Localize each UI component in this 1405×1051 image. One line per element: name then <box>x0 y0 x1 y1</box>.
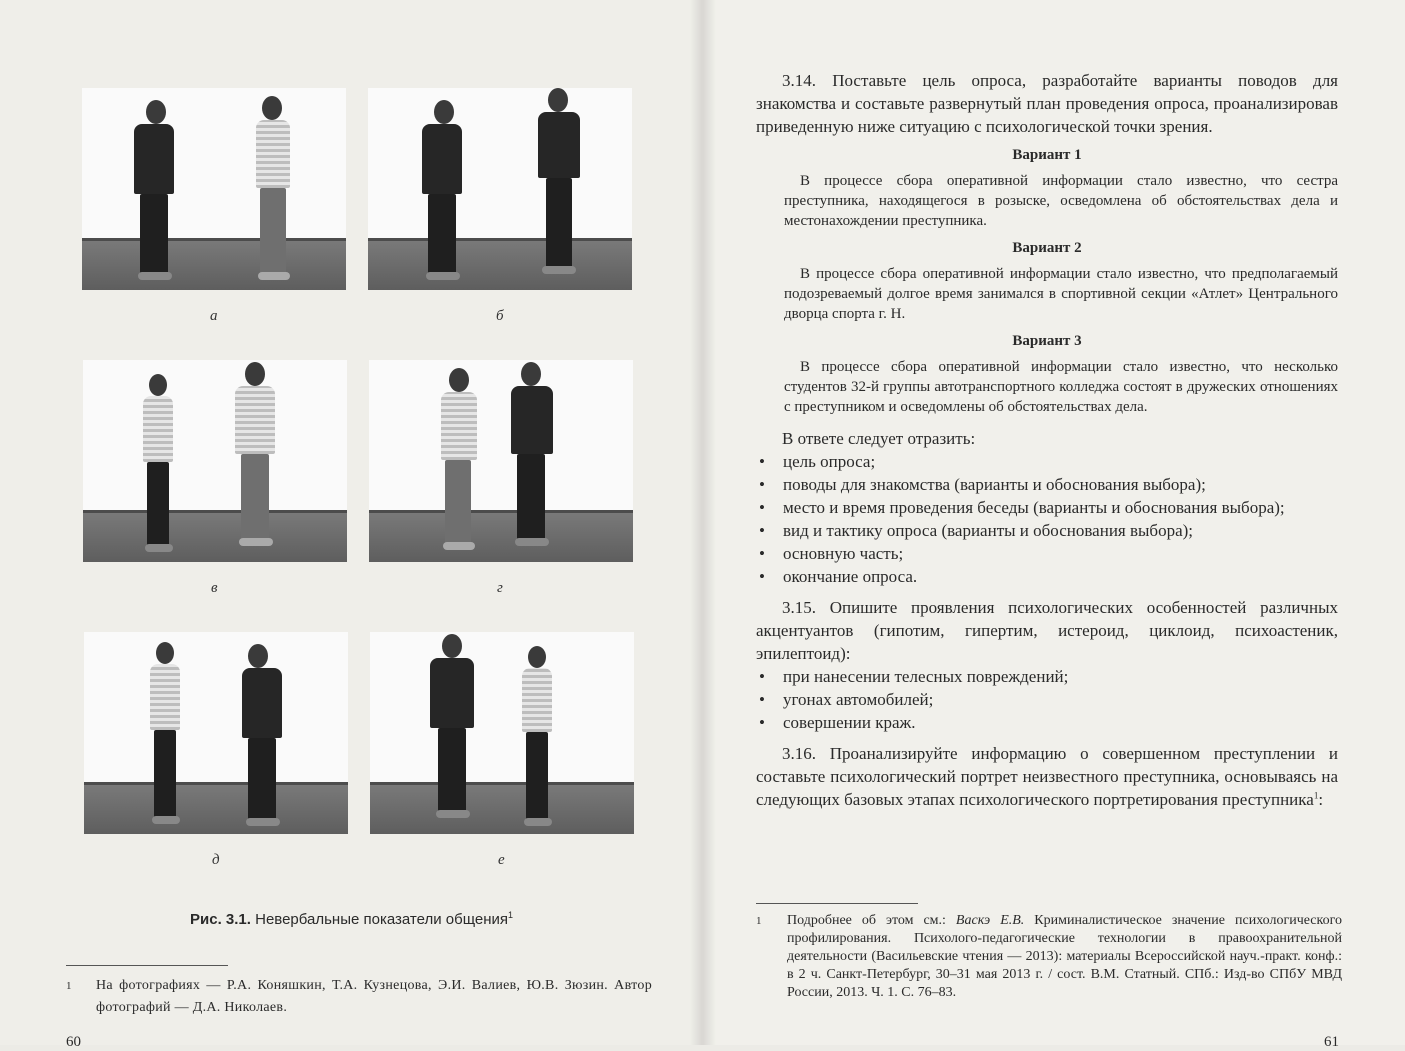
list-item: • поводы для знакомства (варианты и обоснования выбора); <box>756 473 1338 496</box>
photo-b <box>368 88 632 290</box>
footnote-number: 1 <box>66 980 72 992</box>
figure-label: Рис. 3.1. <box>190 911 251 928</box>
footnote-body: Криминалистическое значение психологического профилирования. Психолого-педагогические технологии в правоохранительной деятельности (Васильевские чтения — 2013): материалы Всероссийской науч.-практ. конф.: в 2 ч. Санкт-Петербург, 30–31 мая 2013 г. / сост. В.М. Статный. СПб.: Изд-во СПбУ МВД России, 2013. Ч. 1. С. 76–83. <box>787 913 1342 1000</box>
variant-2-text: В процессе сбора оперативной информации стало известно, что предполагаемый подозреваемый долгое время занимался в спортивной секции «Атлет» Центрального дворца спорта г. Н. <box>784 266 1338 322</box>
photo-a <box>82 88 346 290</box>
footnote-mark: 1 <box>1313 790 1319 801</box>
footnote-right <box>756 912 1342 1002</box>
photo-e <box>370 632 634 834</box>
variant-1-text: В процессе сбора оперативной информации стало известно, что сестра преступника, находящегося в розыске, осведомлена об обстоятельствах дела и местонахождении преступника. <box>784 173 1338 229</box>
list-item: • при нанесении телесных повреждений; <box>756 665 1338 688</box>
floor <box>83 510 347 562</box>
photo-letter-v: в <box>211 580 218 596</box>
variant-1-title: Вариант 1 <box>1012 147 1082 163</box>
page-number-right: 61 <box>1324 1034 1339 1050</box>
list-item: • вид и тактику опроса (варианты и обоснования выбора); <box>756 519 1338 542</box>
photo-letter-d: д <box>212 852 220 868</box>
footnote-text <box>787 912 1342 1002</box>
task-3-15: 3.15. Опишите проявления психологических особенностей различных акцентуантов (гипотим, гипертим, истероид, циклоид, психоастеник, эпилептоид): <box>756 598 1338 663</box>
footnote-text: На фотографиях — Р.А. Коняшкин, Т.А. Кузнецова, Э.И. Валиев, Ю.В. Зюзин. Автор фотографий — Д.А. Николаев. <box>96 978 652 1015</box>
variant-3-title: Вариант 3 <box>1012 333 1082 349</box>
variant-2-title: Вариант 2 <box>1012 240 1082 256</box>
task-3-16 <box>756 742 1338 811</box>
list-item: • окончание опроса. <box>756 565 1338 588</box>
photo-g <box>369 360 633 562</box>
answer-intro: В ответе следует отразить: <box>782 429 976 448</box>
photo-letter-g: г <box>497 580 503 596</box>
footnote-number: 1 <box>756 915 762 927</box>
footnote-rule <box>756 903 918 904</box>
photo-d <box>84 632 348 834</box>
variant-3-text: В процессе сбора оперативной информации стало известно, что несколько студентов 32-й группы автотранспортного колледжа состоят в дружеских отношениях с преступником и осведомлены об обстоятельствах дела. <box>784 359 1338 415</box>
answer-list <box>756 450 1338 588</box>
task-3-16-end: : <box>1318 790 1324 809</box>
list-item: • место и время проведения беседы (варианты и обоснования выбора); <box>756 496 1338 519</box>
page-number-left: 60 <box>66 1034 81 1050</box>
task-3-14: 3.14. Поставьте цель опроса, разработайте варианты поводов для знакомства и составьте развернутый план проведения опроса, проанализировав приведенную ниже ситуацию с психологической точки зрения. <box>756 71 1338 136</box>
footnote-author: Васкэ Е.В. <box>955 913 1025 928</box>
list-item: • совершении краж. <box>756 711 1338 734</box>
footnote-left <box>66 975 652 1019</box>
task-3-15-list <box>756 665 1338 734</box>
photo-letter-e: е <box>498 852 505 868</box>
footnote-rule <box>66 965 228 966</box>
list-item: • основную часть; <box>756 542 1338 565</box>
photo-letter-b: б <box>496 308 504 324</box>
floor <box>82 238 346 290</box>
photo-letter-a: а <box>210 308 218 324</box>
photo-v <box>83 360 347 562</box>
list-item: • цель опроса; <box>756 450 1338 473</box>
right-text-block <box>756 69 1338 811</box>
floor <box>369 510 633 562</box>
figure-caption <box>190 911 513 928</box>
floor <box>84 782 348 834</box>
list-item: • угонах автомобилей; <box>756 688 1338 711</box>
floor <box>368 238 632 290</box>
floor <box>370 782 634 834</box>
task-3-16-text: 3.16. Проанализируйте информацию о совершенном преступлении и составьте психологический портрет неизвестного преступника, основываясь на следующих базовых этапах психологического портретирования преступника <box>756 744 1338 809</box>
book-gutter <box>690 0 716 1045</box>
footnote-mark: 1 <box>508 910 514 920</box>
footnote-prefix: Подробнее об этом см.: <box>787 913 956 928</box>
figure-title: Невербальные показатели общения <box>250 911 508 928</box>
